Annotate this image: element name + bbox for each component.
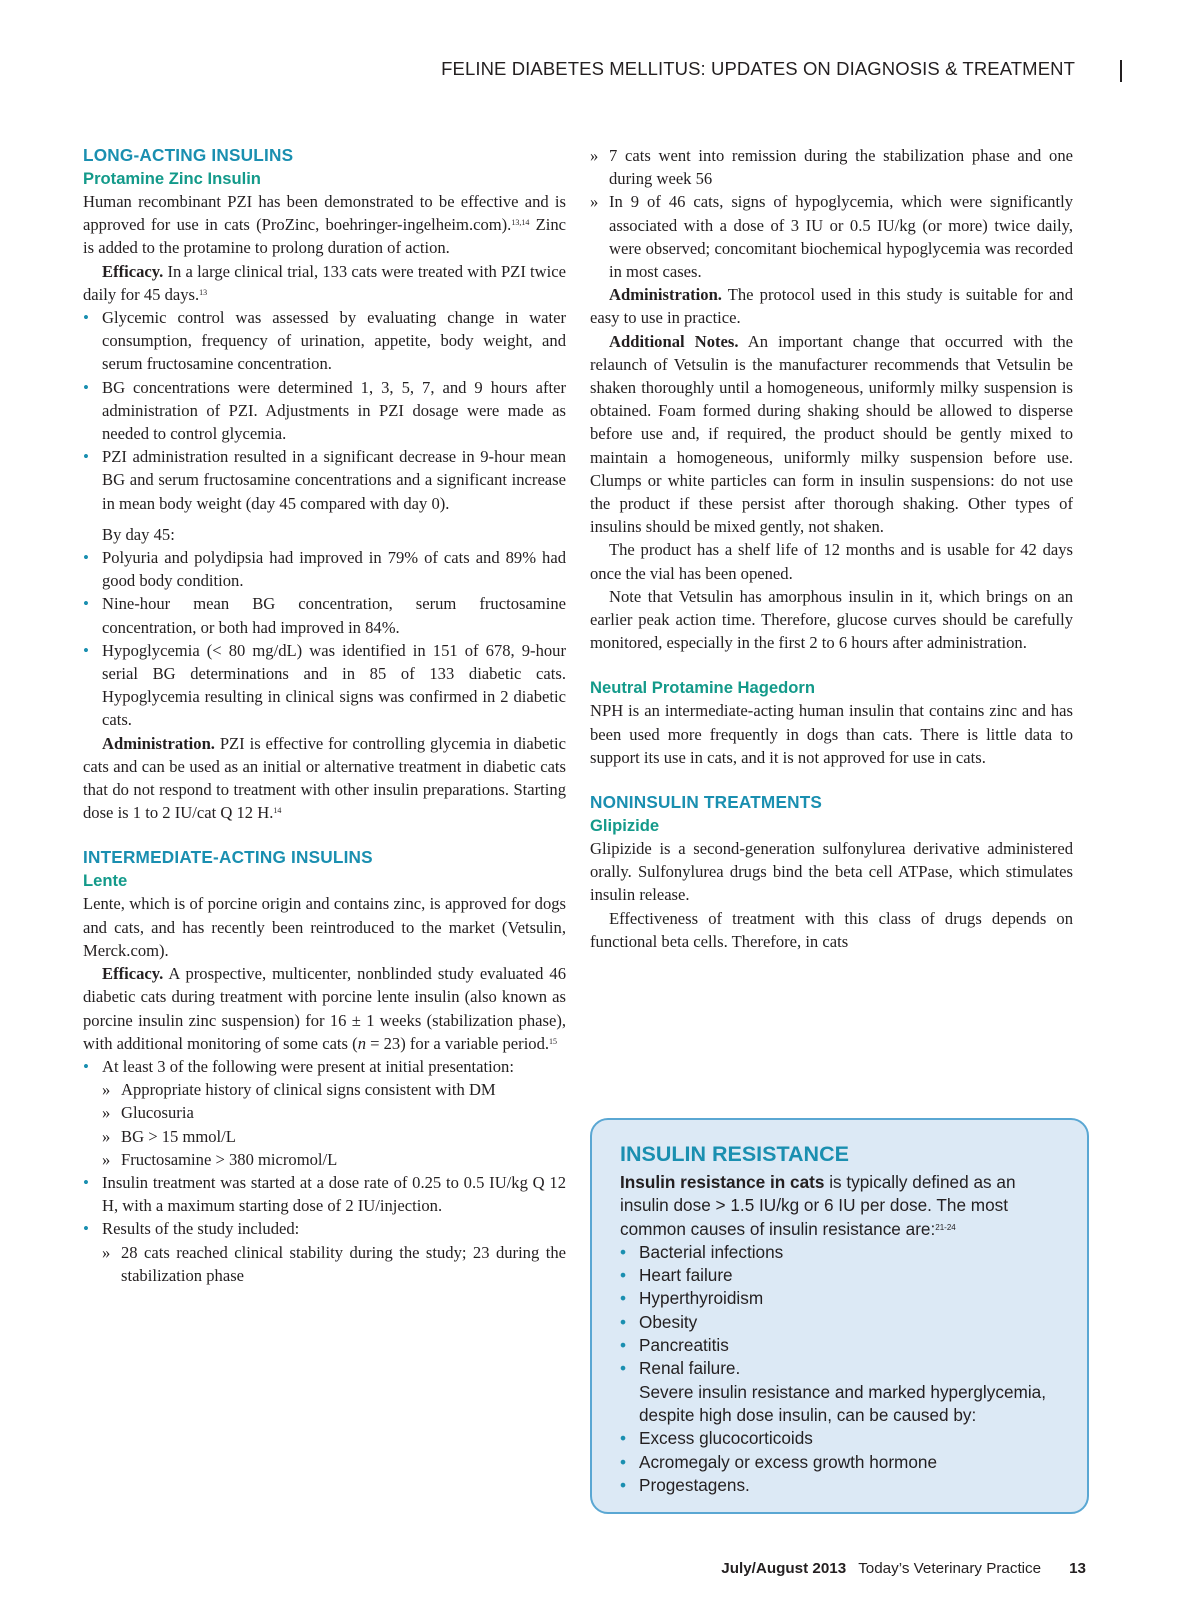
lente-administration [590, 283, 1073, 329]
list-item: • Renal failure. [620, 1357, 1061, 1380]
pzi-administration [83, 732, 566, 825]
intermediate-heading: INTERMEDIATE-ACTING INSULINS [83, 847, 373, 868]
list-item: • Obesity [620, 1311, 1061, 1334]
list-item: • Pancreatitis [620, 1334, 1061, 1357]
long-acting-heading: LONG-ACTING INSULINS [83, 145, 294, 165]
pzi-intro-text: Human recombinant PZI has been demonstrated to be effective and is approved for use in cats (ProZinc, boehringer-ingelheim.com). [83, 192, 566, 235]
by-day-label: By day 45: [102, 524, 175, 544]
run-in-head: Administration. [102, 733, 215, 753]
list-item: • Progestagens. [620, 1474, 1061, 1497]
list-item [83, 1055, 566, 1171]
left-column [83, 144, 566, 1287]
box-title: INSULIN RESISTANCE [620, 1142, 849, 1166]
lente-efficacy-text: A prospective, multicenter, nonblinded study evaluated 46 diabetic cats during treatment with porcine lente insulin (also known as porcine insulin zinc suspension) for 16 ± 1 weeks (stabilization phase), with additional monitoring of some cats ( [83, 964, 566, 1053]
list-item: • Hyperthyroidism [620, 1287, 1061, 1310]
run-in-head: Additional Notes. [609, 331, 739, 351]
lente-efficacy [83, 962, 566, 1055]
resistance-causes [620, 1241, 1061, 1381]
day45-bullets [83, 546, 566, 732]
list-item: • Heart failure [620, 1264, 1061, 1287]
citation: 15 [549, 1036, 558, 1046]
results-list-continued [590, 144, 1073, 283]
sub-list-item: » BG > 15 mmol/L [102, 1125, 566, 1148]
citation: 21-24 [935, 1222, 956, 1232]
sub-list-item: » Fructosamine > 380 micromol/L [102, 1148, 566, 1171]
list-item: • Nine-hour mean BG concentration, serum fructosamine concentration, or both had improved in 84%. [83, 592, 566, 638]
list-item: • Excess glucocorticoids [620, 1427, 1061, 1450]
list-item: • Insulin treatment was started at a dose rate of 0.25 to 0.5 IU/kg Q 12 H, with a maximum starting dose of 2 IU/injection. [83, 1171, 566, 1217]
results-list [102, 1241, 566, 1287]
citation: 13,14 [511, 218, 530, 228]
running-head-title: FELINE DIABETES MELLITUS: UPDATES ON DIAGNOSIS & TREATMENT [441, 58, 1075, 79]
run-in-head: Efficacy. [102, 964, 164, 984]
sub-list-item: » Appropriate history of clinical signs consistent with DM [102, 1078, 566, 1101]
sub-list-item: » In 9 of 46 cats, signs of hypoglycemia, which were significantly associated with a dose of 3 IU or 0.5 IU/kg (or more) twice daily, were observed; concomitant biochemical hypoglycemia was recorded in most cases. [590, 190, 1073, 283]
list-item: • PZI administration resulted in a significant decrease in 9-hour mean BG and serum fructosamine concentrations and a significant increase in mean body weight (day 45 compared with day 0). [83, 445, 566, 515]
pzi-admin-text: PZI is effective for controlling glycemia in diabetic cats and can be used as an initial or alternative treatment in diabetic cats that do not respond to treatment with other insulin preparations. Starting dose is 1 to 2 IU/cat Q 12 H. [83, 733, 566, 823]
nph-text: NPH is an intermediate-acting human insulin that contains zinc and has been used more frequently in dogs than cats. There is little data to support its use in cats, and it is not approved for use in cats. [590, 701, 1073, 767]
lente-heading: Lente [83, 871, 128, 891]
issue-date: July/August 2013 [721, 1560, 847, 1577]
noninsulin-heading: NONINSULIN TREATMENTS [590, 792, 823, 813]
shelf-life: The product has a shelf life of 12 months and is usable for 42 days once the vial has been opened. [590, 540, 1073, 583]
box-intro [620, 1171, 1061, 1241]
effectiveness-text: Effectiveness of treatment with this class of drugs depends on functional beta cells. Therefore, in cats [590, 908, 1073, 951]
pzi-intro-text-2: Zinc is added to the protamine to prolong duration of action. [83, 215, 566, 258]
amorphous-note: Note that Vetsulin has amorphous insulin in it, which brings on an earlier peak action time. Therefore, glucose curves should be carefully monitored, especially in the first 2 to 6 hours after administration. [590, 586, 1073, 653]
n-symbol: n [357, 1033, 366, 1053]
running-head-divider [1120, 60, 1122, 82]
list-item: • Acromegaly or excess growth hormone [620, 1451, 1061, 1474]
criteria-list [102, 1078, 566, 1171]
list-item: • Bacterial infections [620, 1241, 1061, 1264]
run-in-head: Administration. [609, 285, 722, 305]
page-number: 13 [1069, 1560, 1086, 1577]
pzi-intro [83, 190, 566, 260]
list-item: • Polyuria and polydipsia had improved in 79% of cats and 89% had good body condition. [83, 546, 566, 592]
list-item: • Hypoglycemia (< 80 mg/dL) was identified in 151 of 678, 9-hour serial BG determinations and in 85 of 133 diabetic cats. Hypoglycemia resulting in clinical signs was confirmed in 2 diabetic cats. [83, 639, 566, 732]
pzi-bullets [83, 306, 566, 515]
run-in-head: Efficacy. [102, 261, 164, 281]
page-footer [721, 1560, 1086, 1577]
results-intro: Results of the study included: [102, 1219, 300, 1239]
lente-intro: Lente, which is of porcine origin and contains zinc, is approved for dogs and cats, and has recently been reintroduced to the market (Vetsulin, Merck.com). [83, 894, 566, 960]
list-item [83, 1217, 566, 1287]
glipizide-heading: Glipizide [590, 816, 660, 836]
list-item: • Glycemic control was assessed by evaluating change in water consumption, frequency of urination, appetite, body weight, and serum fructosamine concentration. [83, 306, 566, 376]
list-item: • BG concentrations were determined 1, 3, 5, 7, and 9 hours after administration of PZI. Adjustments in PZI dosage were made as needed to control glycemia. [83, 376, 566, 446]
citation: 14 [273, 806, 282, 816]
box-intro-text: is typically defined as an insulin dose > 1.5 IU/kg or 6 IU per dose. The most common causes of insulin resistance are: [620, 1172, 1016, 1239]
lente-efficacy-text-2: = 23) for a variable period. [365, 1033, 550, 1053]
pzi-efficacy [83, 260, 566, 306]
lente-bullets [83, 1055, 566, 1287]
sub-list-item: » 7 cats went into remission during the stabilization phase and one during week 56 [590, 144, 1073, 190]
criteria-intro: At least 3 of the following were present at initial presentation: [102, 1056, 514, 1076]
pzi-efficacy-text: In a large clinical trial, 133 cats were treated with PZI twice daily for 45 days. [83, 261, 566, 304]
citation: 13 [199, 287, 208, 297]
sub-list-item: » Glucosuria [102, 1101, 566, 1124]
severe-resistance-text: Severe insulin resistance and marked hyperglycemia, despite high dose insulin, can be caused by: [639, 1381, 1046, 1425]
box-intro-lead: Insulin resistance in cats [620, 1172, 825, 1192]
notes-text: An important change that occurred with the relaunch of Vetsulin is the manufacturer recommends that Vetsulin be shaken thoroughly until a homogeneous, uniformly milky suspension is obtained. Foam formed during shaking should be allowed to disperse before use and, if required, the product should be gently mixed to maintain a homogeneous, uniformly milky suspension before use. Clumps or white particles can form in insulin suspensions: do not use the product if these persist after thorough shaking. Other types of insulins should be mixed gently, not shaken. [590, 331, 1073, 537]
sub-list-item: » 28 cats reached clinical stability during the study; 23 during the stabilization phase [102, 1241, 566, 1287]
pzi-heading: Protamine Zinc Insulin [83, 169, 261, 188]
lente-admin-text: The protocol used in this study is suitable for and easy to use in practice. [590, 285, 1073, 328]
additional-notes [590, 330, 1073, 539]
insulin-resistance-box [590, 1118, 1089, 1514]
severe-causes [620, 1427, 1061, 1497]
glipizide-text: Glipizide is a second-generation sulfonylurea derivative administered orally. Sulfonylurea drugs bind the beta cell ATPase, which stimulates insulin release. [590, 839, 1073, 905]
nph-heading: Neutral Protamine Hagedorn [590, 678, 815, 698]
right-column [590, 144, 1073, 953]
magazine-name: Today’s Veterinary Practice [858, 1560, 1042, 1577]
